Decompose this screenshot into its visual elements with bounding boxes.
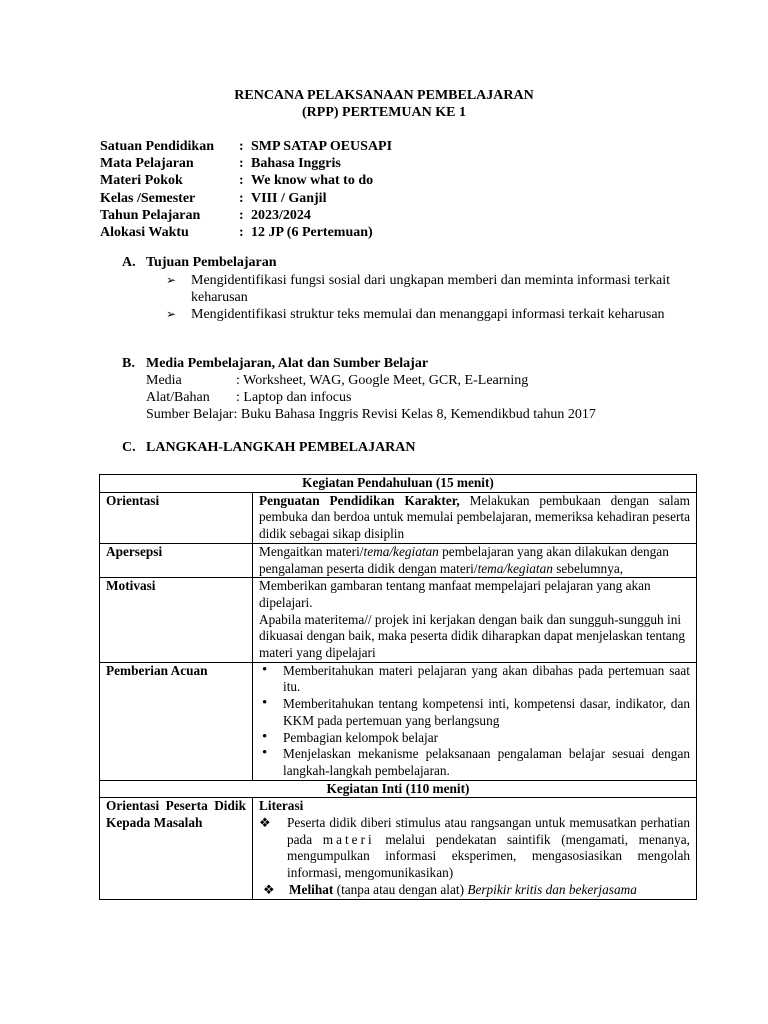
list-item: • Memberitahukan materi pelajaran yang akan dibahas pada pertemuan saat itu.	[259, 663, 690, 696]
media-block	[146, 372, 596, 424]
identity-label: Kelas /Semester	[100, 190, 196, 206]
inti-header: Kegiatan Inti (110 menit)	[100, 780, 697, 798]
list-item: • Menjelaskan mekanisme pelaksanaan pengalaman belajar sesuai dengan langkah-langkah pembelajaran.	[259, 746, 690, 779]
orientasi-label: Orientasi	[100, 492, 253, 543]
identity-label: Mata Pelajaran	[100, 156, 194, 172]
identity-row: Mata Pelajaran : Bahasa Inggris	[100, 156, 341, 172]
apersepsi-label: Apersepsi	[100, 543, 253, 577]
arrow-bullet-icon: ➢	[166, 273, 177, 287]
doc-title-line1: RENCANA PELAKSANAAN PEMBELAJARAN	[234, 88, 534, 103]
table-row	[100, 662, 697, 780]
identity-row: Tahun Pelajaran : 2023/2024	[100, 207, 311, 223]
identity-label: Satuan Pendidikan	[100, 139, 214, 154]
section-b-heading: B. Media Pembelajaran, Alat dan Sumber Belajar	[122, 356, 429, 371]
sumber-row: Sumber Belajar: Buku Bahasa Inggris Revisi Kelas 8, Kemendikbud tahun 2017	[146, 407, 596, 423]
media-row: Media : Worksheet, WAG, Google Meet, GCR, E-Learning	[146, 373, 529, 388]
identity-label: Alokasi Waktu	[100, 224, 189, 240]
table-row	[100, 798, 697, 899]
acuan-content	[253, 662, 697, 780]
identity-value: 2023/2024	[251, 207, 311, 223]
orientasi-content: Penguatan Pendidikan Karakter, Melakukan pembukaan dengan salam pembuka dan berdoa untuk memulai pembelajaran, memeriksa kehadiran peserta didik sebagai sikap disiplin	[253, 492, 697, 543]
alat-row: Alat/Bahan : Laptop dan infocus	[146, 390, 352, 406]
diamond-bullet-icon: ❖	[259, 815, 271, 831]
diamond-bullet-icon: ❖	[263, 881, 275, 897]
steps-table	[99, 474, 697, 900]
table-row	[100, 780, 697, 798]
identity-row: Satuan Pendidikan : SMP SATAP OEUSAPI	[100, 139, 393, 154]
orientasi-peserta-label: Orientasi Peserta Didik Kepada Masalah	[100, 798, 253, 899]
table-row	[100, 543, 697, 577]
doc-title-line2: (RPP) PERTEMUAN KE 1	[302, 105, 466, 120]
acuan-label: Pemberian Acuan	[100, 662, 253, 780]
section-a-list	[166, 272, 670, 323]
section-a-heading: A. Tujuan Pembelajaran	[122, 255, 277, 270]
table-row	[100, 578, 697, 663]
table-row	[100, 492, 697, 543]
acuan-list	[259, 663, 690, 780]
apersepsi-content: Mengaitkan materi/tema/kegiatan pembelajaran yang akan dilakukan dengan pengalaman peserta didik dengan materi/tema/kegiatan sebelumnya,	[253, 543, 697, 577]
identity-row: Materi Pokok : We know what to do	[100, 173, 374, 189]
identity-value: Bahasa Inggris	[251, 156, 341, 172]
arrow-bullet-icon: ➢	[166, 307, 177, 321]
motivasi-label: Motivasi	[100, 578, 253, 663]
identity-block	[100, 138, 392, 241]
orientasi-peserta-content	[253, 798, 697, 899]
identity-value: SMP SATAP OEUSAPI	[251, 139, 393, 154]
section-c-heading: C. LANGKAH-LANGKAH PEMBELAJARAN	[122, 440, 416, 455]
table-row	[100, 475, 697, 493]
identity-label: Tahun Pelajaran	[100, 207, 201, 223]
list-item: • Pembagian kelompok belajar	[259, 730, 690, 747]
list-item: ➢ Mengidentifikasi fungsi sosial dari ungkapan memberi dan meminta informasi terkait keharusan	[166, 273, 670, 305]
list-item: ➢ Mengidentifikasi struktur teks memulai dan menanggapi informasi terkait keharusan	[166, 307, 665, 322]
identity-row: Alokasi Waktu : 12 JP (6 Pertemuan)	[100, 224, 373, 240]
motivasi-content: Memberikan gambaran tentang manfaat mempelajari pelajaran yang akan dipelajari. Apabila materitema// projek ini kerjakan dengan baik dan sungguh-sungguh ini dikuasai dengan baik, maka peserta didik diharapkan dapat menjelaskan tentang materi yang dipelajari	[253, 578, 697, 663]
identity-label: Materi Pokok	[100, 173, 183, 189]
pendahuluan-header: Kegiatan Pendahuluan (15 menit)	[100, 475, 697, 493]
identity-row: Kelas /Semester : VIII / Ganjil	[100, 190, 327, 206]
list-item: ❖ Melihat (tanpa atau dengan alat) Berpikir kritis dan bekerjasama	[263, 881, 637, 897]
identity-value: VIII / Ganjil	[251, 190, 327, 206]
literasi-heading: Literasi	[259, 798, 304, 814]
list-item: ❖ Peserta didik diberi stimulus atau rangsangan untuk memusatkan perhatian pada materi melalui pendekatan saintifik (mengamati, menanya, mengumpulkan informasi eksperimen, mengasosiasikan mengolah informasi, mengomunikasikan)	[259, 815, 690, 881]
identity-value: We know what to do	[251, 173, 374, 189]
list-item: • Memberitahukan tentang kompetensi inti, kompetensi dasar, indikator, dan KKM pada pertemuan yang berlangsung	[259, 696, 690, 729]
identity-value: 12 JP (6 Pertemuan)	[251, 224, 373, 240]
